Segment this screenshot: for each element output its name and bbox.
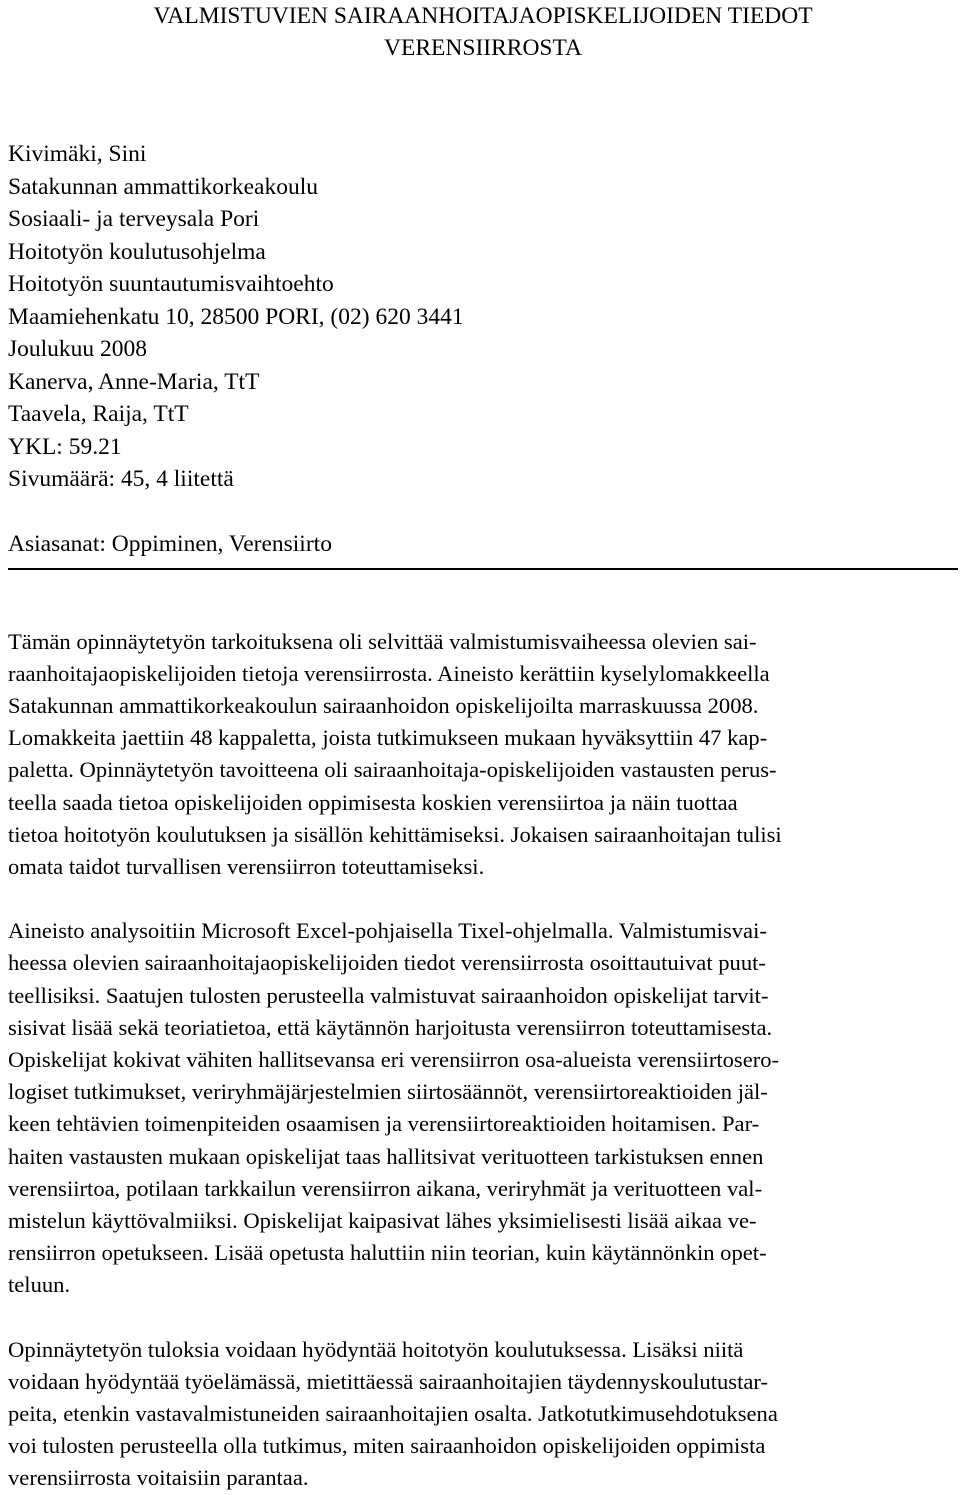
abstract: [8, 626, 958, 1495]
unit: Sosiaali- ja terveysala Pori: [8, 206, 260, 232]
date: Joulukuu 2008: [8, 336, 148, 362]
document-title: VALMISTUVIEN SAIRAANHOITAJAOPISKELIJOIDEN TIEDOT VERENSIIRROSTA: [153, 3, 813, 61]
document-page: [8, 0, 958, 1495]
divider: [8, 568, 958, 570]
abstract-paragraph: Opinnäytetyön tuloksia voidaan hyödyntää hoitotyön koulutuksessa. Lisäksi niitä voidaan hyödyntää työelämässä, mietittäessä sairaanhoitajien täydennyskoulutustar- peita, etenkin vastavalmistuneiden sairaanhoitajien osalta. Jatkotutkimusehdotuksena voi tulosten perusteella olla tutkimus, miten sairaanhoidon opiskelijoiden oppimista verensiirrosta voitaisiin parantaa.: [8, 1336, 778, 1491]
abstract-paragraph: Tämän opinnäytetyön tarkoituksena oli selvittää valmistumisvaiheessa olevien sai- raanhoitajaopiskelijoiden tietoja verensiirrosta. Aineisto kerättiin kyselylomakkeella Satakunnan ammattikorkeakoulun sairaanhoidon opiskelijoilta marraskuussa 2008. Lomakkeita jaettiin 48 kappaletta, joista tutkimukseen mukaan hyväksyttiin 47 kap- paletta. Opinnäytetyön tavoitteena oli sairaanhoitaja-opiskelijoiden vastausten perus- teella saada tietoa opiskelijoiden oppimisesta koskien verensiirtoa ja näin tuottaa tietoa hoitotyön koulutuksen ja sisällön kehittämiseksi. Jokaisen sairaanhoitajan tulisi omata taidot turvallisen verensiirron toteuttamiseksi.: [8, 628, 782, 879]
programme: Hoitotyön koulutusohjelma: [8, 238, 266, 265]
abstract-paragraph: Aineisto analysoitiin Microsoft Excel-pohjaisella Tixel-ohjelmalla. Valmistumisvai- heessa olevien sairaanhoitajaopiskelijoiden tiedot verensiirrosta osoittautuivat puut- teellisiksi. Saatujen tulosten perusteella valmistuvat sairaanhoidon opiskelijat tarvit- sisivat lisää sekä teoriatietoa, että käytännön harjoitusta verensiirron toteuttamisesta. Opiskelijat kokivat vähiten hallitsevansa eri verensiirron osa-alueista verensiirtosero- logiset tutkimukset, veriryhmäjärjestelmien siirtosäännöt, verensiirtoreaktioiden jäl- keen tehtävien toimenpiteiden osaamisen ja verensiirtoreaktioiden hoitamisen. Par- haiten vastausten mukaan opiskelijat taas hallitsivat verituotteen tarkistuksen ennen verensiirtoa, potilaan tarkkailun verensiirron aikana, veriryhmät ja verituotteen val- mistelun käyttövalmiiksi. Opiskelijat kaipasivat lähes yksimielisesti lisää aikaa ve- rensiirron opetukseen. Lisää opetusta haluttiin niin teorian, kuin käytännönkin opet- teluun.: [8, 918, 780, 1298]
supervisor-2: Taavela, Raija, TtT: [8, 401, 189, 427]
institution: Satakunnan ammattikorkeakoulu: [8, 173, 318, 200]
keywords: Asiasanat: Oppiminen, Verensiirto: [8, 530, 332, 557]
specialisation: Hoitotyön suuntautumisvaihtoehto: [8, 271, 334, 297]
page-count: Sivumäärä: 45, 4 liitettä: [8, 466, 234, 492]
author: Kivimäki, Sini: [8, 141, 147, 167]
ykl-classification: YKL: 59.21: [8, 433, 122, 460]
metadata-block: [8, 138, 958, 496]
address: Maamiehenkatu 10, 28500 PORI, (02) 620 3441: [8, 303, 464, 330]
supervisor-1: Kanerva, Anne-Maria, TtT: [8, 368, 260, 395]
